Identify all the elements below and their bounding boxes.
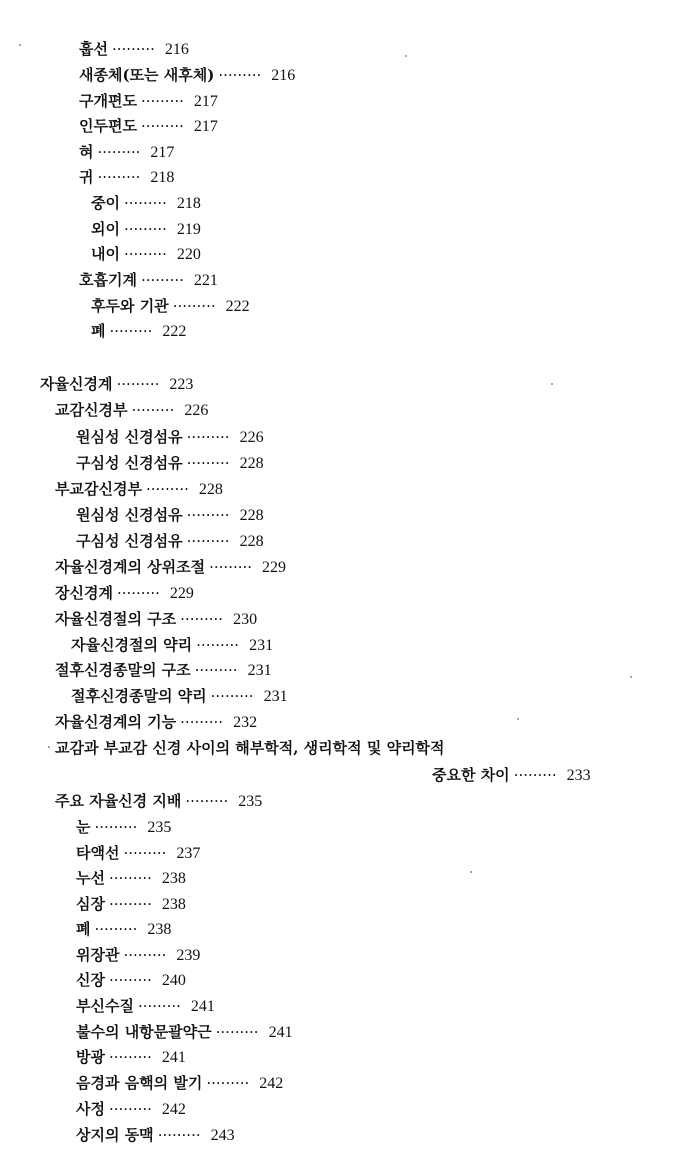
toc-entry — [91, 244, 201, 265]
page-number: 222 — [225, 298, 250, 315]
toc-entry — [79, 39, 189, 60]
scan-speck — [405, 55, 407, 57]
page-number: 230 — [233, 611, 258, 628]
page-number: 228 — [239, 455, 264, 472]
dot-leader: ········· — [157, 1126, 201, 1144]
page-number: 237 — [176, 845, 201, 862]
dot-leader: ········· — [513, 766, 557, 784]
page-number: 229 — [262, 559, 287, 576]
dot-leader: ········· — [186, 428, 230, 446]
entry-title: 혀 — [79, 143, 94, 161]
entry-title: 호흡기계 — [79, 271, 137, 289]
dot-leader: ········· — [116, 584, 160, 602]
entry-title: 새종체(또는 새후체) — [79, 66, 215, 84]
toc-entry — [79, 142, 174, 163]
toc-entry — [40, 374, 193, 395]
toc-entry — [76, 894, 186, 915]
dot-leader: ········· — [111, 40, 155, 58]
entry-title: 신장 — [76, 971, 105, 989]
toc-entry — [76, 505, 264, 526]
dot-leader: ········· — [180, 713, 224, 731]
toc-entry — [76, 1099, 186, 1120]
toc-entry — [76, 996, 215, 1017]
page-number: 238 — [161, 870, 186, 887]
toc-entry — [76, 1125, 235, 1146]
dot-leader: ········· — [94, 818, 138, 836]
toc-entry — [76, 945, 200, 966]
toc-entry — [79, 65, 295, 86]
page-number: 241 — [190, 998, 215, 1015]
toc-entry — [76, 427, 264, 448]
page-number: 223 — [169, 376, 194, 393]
entry-title: 눈 — [76, 818, 91, 836]
dot-leader: ········· — [180, 610, 224, 628]
toc-entry — [76, 817, 171, 838]
entry-title: 귀 — [79, 168, 94, 186]
entry-title: 교감과 부교감 신경 사이의 해부학적, 생리학적 및 약리학적 — [55, 739, 445, 757]
toc-entry — [55, 609, 257, 630]
entry-title: 누선 — [76, 869, 105, 887]
dot-leader: ········· — [172, 297, 216, 315]
toc-entry — [55, 660, 272, 681]
dot-leader: ········· — [215, 1023, 259, 1041]
dot-leader: ········· — [94, 920, 138, 938]
dot-leader: ········· — [186, 532, 230, 550]
entry-title: 폐 — [76, 920, 91, 938]
dot-leader: ········· — [140, 92, 184, 110]
toc-entry — [55, 791, 262, 812]
dot-leader: ········· — [194, 661, 238, 679]
entry-title: 자율신경계의 상위조절 — [55, 558, 206, 576]
page-number: 239 — [176, 947, 201, 964]
page-number: 217 — [193, 118, 218, 135]
page-number: 228 — [239, 533, 264, 550]
entry-title: 사정 — [76, 1100, 105, 1118]
scan-speck — [48, 746, 50, 748]
toc-entry — [76, 919, 171, 940]
entry-title: 불수의 내항문괄약근 — [76, 1023, 212, 1041]
dot-leader: ········· — [145, 480, 189, 498]
dot-leader: ········· — [218, 66, 262, 84]
entry-title: 주요 자율신경 지배 — [55, 792, 182, 810]
toc-entry — [71, 635, 273, 656]
page-number: 216 — [164, 41, 189, 58]
dot-leader: ········· — [116, 375, 160, 393]
page-number: 218 — [150, 169, 175, 186]
toc-entry — [76, 1022, 293, 1043]
toc-entry — [55, 738, 445, 758]
page-number: 226 — [184, 402, 209, 419]
toc-entry — [91, 193, 201, 214]
entry-title: 후두와 기관 — [91, 297, 169, 315]
toc-entry — [76, 1047, 186, 1068]
entry-title: 훕선 — [79, 40, 108, 58]
scan-speck — [630, 676, 632, 678]
dot-leader: ········· — [140, 271, 184, 289]
entry-title: 중이 — [91, 194, 120, 212]
page-number: 222 — [162, 323, 187, 340]
page-number: 221 — [193, 272, 218, 289]
toc-entry — [91, 219, 201, 240]
dot-leader: ········· — [140, 117, 184, 135]
entry-title: 부신수질 — [76, 997, 134, 1015]
dot-leader: ········· — [210, 687, 254, 705]
dot-leader: ········· — [123, 844, 167, 862]
toc-entry — [76, 1073, 283, 1094]
toc-entry — [55, 557, 286, 578]
dot-leader: ········· — [108, 1100, 152, 1118]
page-number: 240 — [161, 972, 186, 989]
dot-leader: ········· — [209, 558, 253, 576]
page-number: 241 — [161, 1049, 186, 1066]
scan-speck — [551, 383, 553, 385]
entry-title: 방광 — [76, 1048, 105, 1066]
dot-leader: ········· — [185, 792, 229, 810]
toc-entry — [76, 843, 200, 864]
dot-leader: ········· — [137, 997, 181, 1015]
entry-title: 자율신경계 — [40, 375, 113, 393]
entry-title: 폐 — [91, 322, 106, 340]
page-number: 235 — [238, 793, 263, 810]
entry-title: 자율신경절의 구조 — [55, 610, 177, 628]
entry-title: 자율신경계의 기능 — [55, 713, 177, 731]
entry-title: 음경과 음핵의 발기 — [76, 1074, 203, 1092]
entry-title: 상지의 동맥 — [76, 1126, 154, 1144]
entry-title: 중요한 차이 — [432, 766, 510, 784]
page-number: 216 — [271, 67, 296, 84]
page-number: 235 — [147, 819, 172, 836]
dot-leader: ········· — [97, 143, 141, 161]
dot-leader: ········· — [108, 971, 152, 989]
dot-leader: ········· — [196, 636, 240, 654]
toc-entry — [55, 583, 194, 604]
dot-leader: ········· — [123, 194, 167, 212]
toc-entry — [79, 116, 218, 137]
entry-title: 타액선 — [76, 844, 120, 862]
toc-entry — [76, 868, 186, 889]
page-number: 231 — [263, 688, 288, 705]
page-number: 217 — [150, 144, 175, 161]
scan-speck — [517, 718, 519, 720]
dot-leader: ········· — [123, 220, 167, 238]
entry-title: 장신경계 — [55, 584, 113, 602]
page-number: 231 — [249, 637, 274, 654]
dot-leader: ········· — [108, 895, 152, 913]
entry-title: 절후신경종말의 구조 — [55, 661, 191, 679]
toc-entry — [76, 453, 264, 474]
page-number: 218 — [176, 195, 201, 212]
entry-title: 구심성 신경섬유 — [76, 532, 183, 550]
toc-entry — [71, 686, 288, 707]
toc-entry — [91, 321, 186, 342]
entry-title: 구심성 신경섬유 — [76, 454, 183, 472]
toc-entry — [55, 400, 208, 421]
entry-title: 외이 — [91, 220, 120, 238]
dot-leader: ········· — [108, 1048, 152, 1066]
page-number: 226 — [239, 429, 264, 446]
page-number: 238 — [161, 896, 186, 913]
entry-title: 부교감신경부 — [55, 480, 142, 498]
page-number: 238 — [147, 921, 172, 938]
page-number: 243 — [210, 1127, 235, 1144]
dot-leader: ········· — [186, 454, 230, 472]
page-number: 232 — [233, 714, 258, 731]
entry-title: 심장 — [76, 895, 105, 913]
dot-leader: ········· — [186, 506, 230, 524]
toc-entry — [76, 970, 186, 991]
page-number: 220 — [176, 246, 201, 263]
page-number: 231 — [247, 662, 272, 679]
toc-entry — [79, 270, 218, 291]
entry-title: 내이 — [91, 245, 120, 263]
page-number: 228 — [198, 481, 223, 498]
toc-entry — [91, 296, 250, 317]
entry-title: 원심성 신경섬유 — [76, 428, 183, 446]
dot-leader: ········· — [131, 401, 175, 419]
dot-leader: ········· — [97, 168, 141, 186]
page-number: 228 — [239, 507, 264, 524]
dot-leader: ········· — [123, 245, 167, 263]
scan-speck — [470, 871, 472, 873]
toc-entry — [55, 712, 257, 733]
page-number: 219 — [176, 221, 201, 238]
dot-leader: ········· — [123, 946, 167, 964]
toc-entry — [79, 91, 218, 112]
scan-speck — [19, 44, 21, 46]
dot-leader: ········· — [108, 869, 152, 887]
page-number: 242 — [161, 1101, 186, 1118]
page-number: 233 — [566, 767, 591, 784]
dot-leader: ········· — [206, 1074, 250, 1092]
entry-title: 인두편도 — [79, 117, 137, 135]
entry-title: 구개편도 — [79, 92, 137, 110]
entry-title: 교감신경부 — [55, 401, 128, 419]
page-number: 217 — [193, 93, 218, 110]
entry-title: 원심성 신경섬유 — [76, 506, 183, 524]
toc-entry — [55, 479, 223, 500]
entry-title: 위장관 — [76, 946, 120, 964]
page-number: 241 — [268, 1024, 293, 1041]
page-number: 229 — [169, 585, 194, 602]
toc-entry — [76, 531, 264, 552]
entry-title: 절후신경종말의 약리 — [71, 687, 207, 705]
toc-entry — [79, 167, 174, 188]
dot-leader: ········· — [109, 322, 153, 340]
entry-title: 자율신경절의 약리 — [71, 636, 193, 654]
toc-entry — [432, 765, 591, 786]
page-number: 242 — [259, 1075, 284, 1092]
